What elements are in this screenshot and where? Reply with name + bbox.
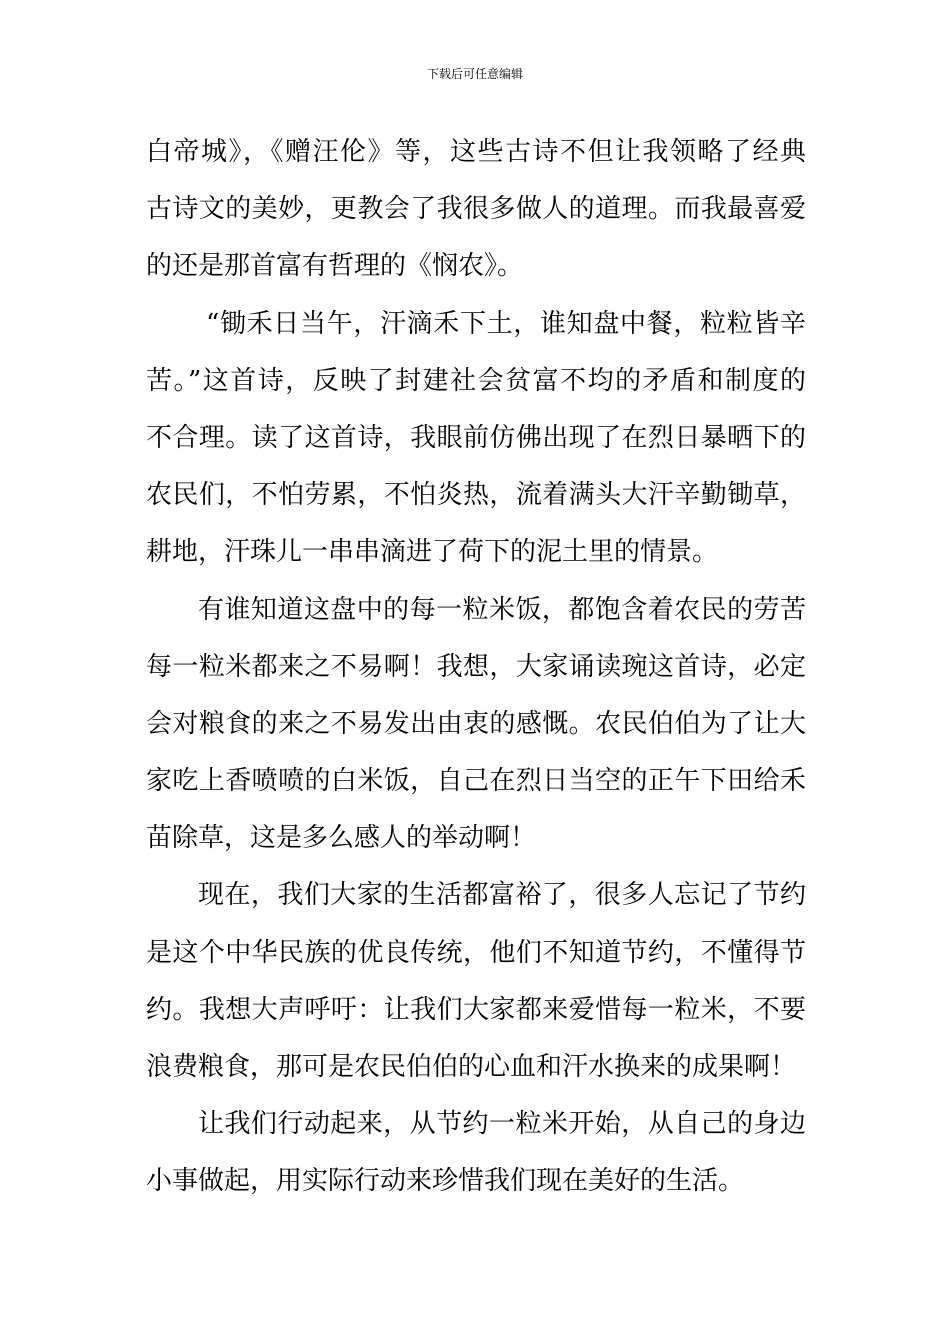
paragraph xyxy=(146,582,806,868)
text-line: 苗除草，这是多么感人的举动啊！ xyxy=(146,823,537,854)
text-line: 每一粒米都来之不易啊！我想，大家诵读琬这首诗，必定 xyxy=(146,651,806,682)
text-line: 会对粮食的来之不易发出由衷的感慨。农民伯伯为了让大 xyxy=(146,708,806,739)
paragraph xyxy=(146,867,806,1096)
paragraph xyxy=(146,124,806,296)
text-line: 有谁知道这盘中的每一粒米饭，都饱含着农民的劳苦 xyxy=(198,594,806,625)
text-line: “锄禾日当午，汗滴禾下土，谁知盘中餐，粒粒皆辛 xyxy=(206,308,806,339)
text-line: 家吃上香喷喷的白米饭，自己在烈日当空的正午下田给禾 xyxy=(146,766,806,797)
paragraph xyxy=(146,1096,806,1210)
text-line: 浪费粮食，那可是农民伯伯的心血和汗水换来的成果啊！ xyxy=(146,1052,797,1082)
document-body xyxy=(146,124,806,1211)
text-line: 的还是那首富有哲理的《悯农》。 xyxy=(146,251,524,282)
text-line: 不合理。读了这首诗，我眼前仿佛出现了在烈日暴晒下的 xyxy=(146,422,806,453)
paragraph xyxy=(146,296,806,582)
text-line: 苦。”这首诗，反映了封建社会贫富不均的矛盾和制度的 xyxy=(146,365,806,396)
text-line: 约。我想大声呼吁：让我们大家都来爱惜每一粒米，不要 xyxy=(146,994,806,1025)
text-line: 小事做起，用实际行动来珍惜我们现在美好的生活。 xyxy=(146,1166,745,1197)
text-line: 让我们行动起来，从节约一粒米开始，从自己的身边 xyxy=(198,1109,806,1140)
text-line: 耕地，汗珠儿一串串滴进了荷下的泥土里的情景。 xyxy=(146,537,719,568)
text-line: 现在，我们大家的生活都富裕了，很多人忘记了节约 xyxy=(198,880,806,911)
text-line: 农民们，不怕劳累，不怕炎热，流着满头大汗辛勤锄草， xyxy=(146,480,806,511)
text-line: 古诗文的美妙，更教会了我很多做人的道理。而我最喜爱 xyxy=(146,194,806,225)
text-line: 是这个中华民族的优良传统，他们不知道节约，不懂得节 xyxy=(146,937,806,968)
page-header: 下载后可任意编辑 xyxy=(426,67,523,81)
text-line: 白帝城》，《赠汪伦》等，这些古诗不但让我领略了经典 xyxy=(146,137,806,167)
